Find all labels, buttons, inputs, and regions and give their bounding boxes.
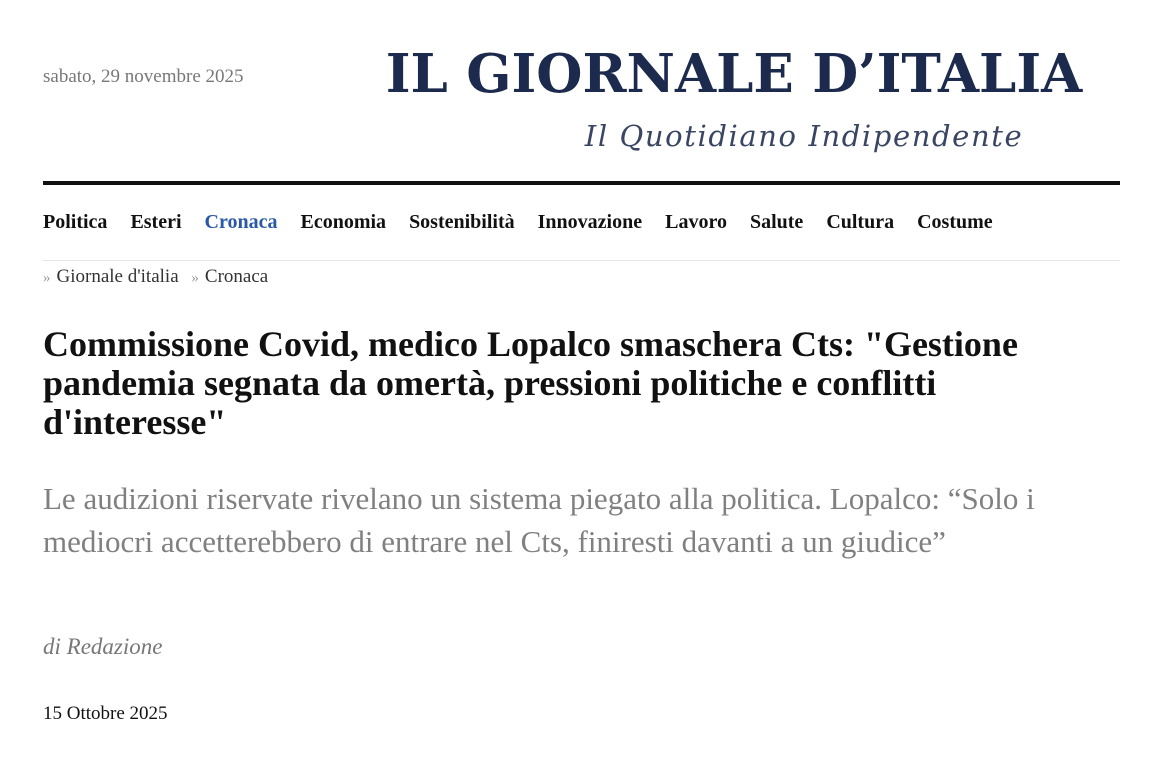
article-page (43, 0, 1120, 770)
nav-item-costume[interactable]: Costume (917, 211, 993, 233)
nav-divider (43, 260, 1120, 261)
article-headline: Commissione Covid, medico Lopalco smaschera Cts: "Gestione pandemia segnata da omertà, pressioni politiche e conflitti d'interesse" (43, 324, 1018, 442)
article-byline: di Redazione (43, 634, 163, 659)
nav-item-economia[interactable]: Economia (300, 211, 387, 233)
nav-item-sostenibilita[interactable]: Sostenibilità (409, 211, 515, 233)
nav-item-esteri[interactable]: Esteri (130, 211, 182, 233)
article-subheadline: Le audizioni riservate rivelano un sistema piegato alla politica. Lopalco: “Solo i mediocri accetterebbero di entrare nel Cts, finiresti davanti a un giudice” (43, 481, 1035, 559)
breadcrumb (43, 265, 276, 290)
masthead (43, 0, 1120, 181)
nav-item-cultura[interactable]: Cultura (826, 211, 895, 233)
nav-item-lavoro[interactable]: Lavoro (665, 211, 727, 233)
breadcrumb-separator: » (43, 270, 51, 286)
breadcrumb-separator: » (191, 270, 199, 286)
nav-item-cronaca[interactable]: Cronaca (204, 211, 278, 233)
masthead-rule (43, 181, 1120, 185)
site-logo[interactable] (380, 42, 1088, 162)
section-nav (43, 209, 1120, 235)
article-date: 15 Ottobre 2025 (43, 703, 168, 724)
current-date: sabato, 29 novembre 2025 (43, 66, 244, 87)
nav-item-politica[interactable]: Politica (43, 211, 108, 233)
logo-subtitle: Il Quotidiano Indipendente (584, 119, 1024, 153)
logo-title: IL GIORNALE D’ITALIA (385, 43, 1083, 105)
breadcrumb-home-link[interactable]: Giornale d'italia (56, 266, 179, 287)
nav-item-salute[interactable]: Salute (749, 211, 804, 233)
breadcrumb-section-link[interactable]: Cronaca (204, 266, 269, 287)
nav-item-innovazione[interactable]: Innovazione (537, 211, 643, 233)
